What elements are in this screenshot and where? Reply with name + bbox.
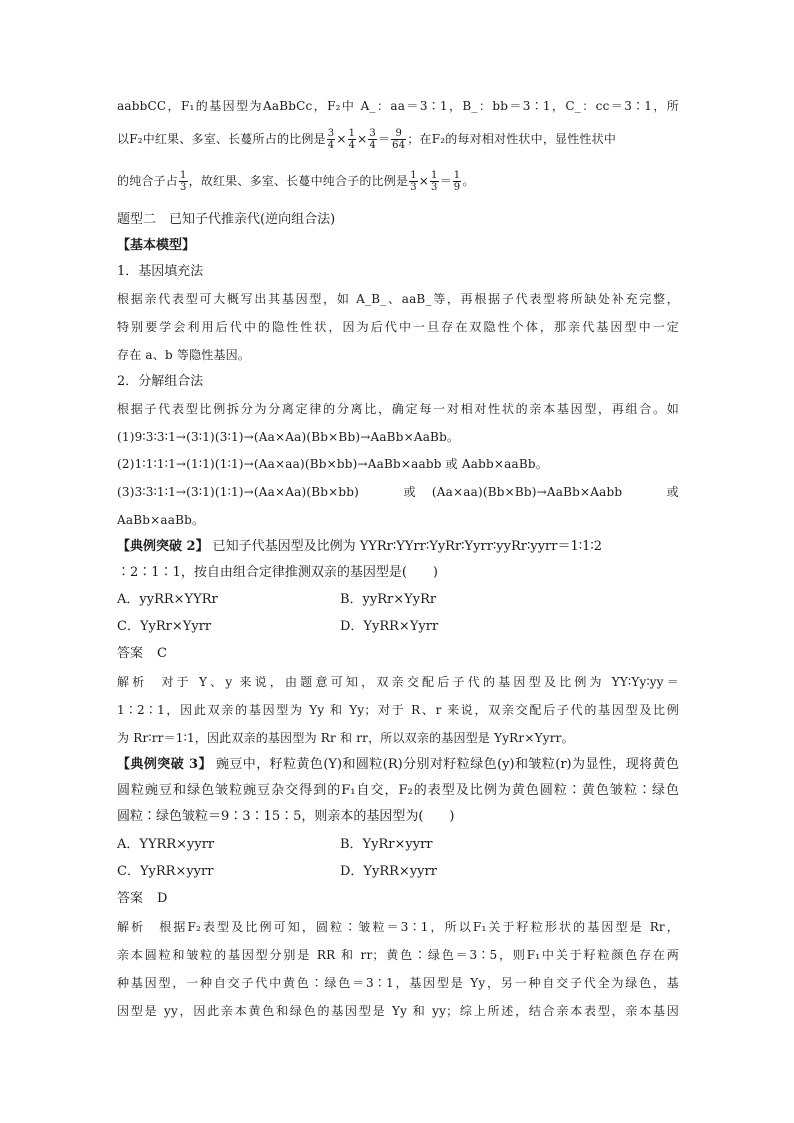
question-3-answer — [117, 889, 167, 909]
analysis-label: 解析 — [117, 920, 146, 934]
question-3-analysis-line-3: 种基因型，一种自交子代中黄色∶绿色＝3∶1，基因型是 Yy，另一种自交子代全为绿色，基 — [117, 976, 679, 990]
question-2-stem-text-1: 已知子代基因型及比例为 YYRr∶YYrr∶YyRr∶Yyrr∶yyRr∶yyrr＝1∶1∶2 — [212, 539, 603, 554]
intro-line-3-text-a: 的纯合子占 — [117, 174, 179, 188]
section-title: 题型二 已知子代推亲代(逆向组合法) — [117, 212, 336, 227]
fraction-1-3: $\frac{1}{3}$ — [180, 170, 187, 193]
question-3-stem-line-1 — [117, 755, 679, 775]
method-2-line-2: (1)9∶3∶3∶1→(3∶1)(3∶1)→(Aa×Aa)(Bb×Bb)→AaBb×AaBb。 — [117, 430, 460, 444]
intro-line-2-text-b: ；在F₂的每对相对性状中，显性性状中 — [407, 132, 617, 146]
basic-model-header: 【基本模型】 — [117, 238, 196, 253]
intro-line-2-text-a: 以F₂中红果、多室、长蔓所占的比例是 — [117, 132, 326, 146]
fraction-3-4-a: $\frac{3}{4}$ — [327, 128, 335, 151]
fraction-1-3-b: $\frac{1}{3}$ — [431, 170, 438, 193]
fraction-1-3-a: $\frac{1}{3}$ — [410, 170, 417, 193]
question-2-analysis-line-1 — [117, 672, 679, 692]
answer-value: D — [157, 891, 168, 906]
question-3-stem-line-3: 圆粒∶绿色皱粒＝9∶3∶15∶5，则亲本的基因型为( ) — [117, 809, 455, 824]
question-3-option-a: A．YYRR×yyrr — [117, 837, 215, 852]
answer-label: 答案 — [117, 891, 144, 906]
analysis-label: 解析 — [117, 675, 148, 689]
question-2-tag: 【典例突破 2】 — [117, 539, 209, 554]
question-2-analysis-line-2: 1∶2∶1，因此双亲的基因型为 Yy 和 Yy；对于 R、r 来说，双亲交配后子代的基因型及比例 — [117, 703, 679, 717]
question-3-option-b: B．YyRr×yyrr — [340, 837, 433, 852]
question-2-option-b: B．yyRr×YyRr — [340, 592, 437, 607]
method-1-title: 1．基因填充法 — [117, 264, 204, 279]
question-3-analysis-line-1 — [117, 917, 679, 937]
method-1-line-1: 根据亲代表型可大概写出其基因型，如 A_B_、aaB_等，再根据子代表型将所缺处补充完整， — [117, 292, 679, 306]
fraction-1-4: $\frac{1}{4}$ — [348, 128, 356, 151]
answer-value: C — [157, 646, 167, 661]
question-3-stem-line-2: 圆粒豌豆和绿色皱粒豌豆杂交得到的F₁自交，F₂的表型及比例为黄色圆粒∶黄色皱粒∶绿色 — [117, 783, 679, 798]
fraction-1-9: $\frac{1}{9}$ — [453, 170, 461, 193]
question-2-option-d: D．YyRR×Yyrr — [340, 619, 439, 634]
method-1-line-3: 存在 a、b 等隐性基因。 — [117, 348, 251, 362]
method-2-line-1: 根据子代表型比例拆分为分离定律的分离比，确定每一对相对性状的亲本基因型，再组合。如 — [117, 402, 679, 416]
answer-label: 答案 — [117, 646, 144, 661]
question-3-tag: 【典例突破 3】 — [117, 757, 212, 772]
question-3-option-d: D．YyRR×yyrr — [340, 864, 437, 879]
fraction-3-4-b: $\frac{3}{4}$ — [369, 128, 376, 151]
question-2-option-c: C．YyRr×Yyrr — [117, 619, 212, 634]
intro-line-1: aabbCC，F₁的基因型为AaBbCc，F₂中 A_：aa＝3∶1，B_：bb＝3∶1，C_：cc＝3∶1，所 — [117, 99, 679, 113]
intro-line-3: 的纯合子占 $\frac{1}{3}$ ，故红果、多室、长蔓中纯合子的比例是 $\frac{1}{3}$ × $\frac{1}{3}$ ＝ $\frac{1}{9}$ 。 — [117, 170, 475, 193]
question-3-analysis-line-2: 亲本圆粒和皱粒的基因型分别是 RR 和 rr；黄色∶绿色＝3∶5，则F₁中关于籽粒颜色存在两 — [117, 948, 679, 962]
method-2-title: 2．分解组合法 — [117, 374, 204, 389]
question-3-stem-text-1: 豌豆中，籽粒黄色(Y)和圆粒(R)分别对籽粒绿色(y)和皱粒(r)为显性，现将黄色 — [215, 757, 679, 772]
analysis-text: 根据F₂表型及比例可知，圆粒∶皱粒＝3∶1，所以F₁关于籽粒形状的基因型是 Rr， — [159, 920, 679, 934]
question-2-stem-line-2: ∶2∶1∶1，按自由组合定律推测双亲的基因型是( ) — [117, 565, 438, 580]
intro-line-2: 以F₂中红果、多室、长蔓所占的比例是 $\frac{3}{4}$ × $\frac{1}{4}$ × $\frac{3}{4}$ ＝ $\frac{9}{64}$ ；在F₂的每对相对性状中，显性性状中 — [117, 128, 617, 151]
question-2-analysis-line-3: 为 Rr∶rr＝1∶1，因此双亲的基因型为 Rr 和 rr，所以双亲的基因型是 YyRr×Yyrr。 — [117, 731, 574, 745]
question-2-stem-line-1 — [117, 537, 602, 557]
method-2-line-5: AaBb×aaBb。 — [117, 513, 205, 527]
question-3-option-c: C．YyRR×yyrr — [117, 864, 214, 879]
analysis-text: 对于 Y、y 来说，由题意可知，双亲交配后子代的基因型及比例为 YY∶Yy∶yy＝ — [161, 675, 679, 689]
question-3-analysis-line-4: 因型是 yy，因此亲本黄色和绿色的基因型是 Yy 和 yy；综上所述，结合亲本表型，亲本基因 — [117, 1004, 679, 1018]
method-2-line-3: (2)1∶1∶1∶1→(1∶1)(1∶1)→(Aa×aa)(Bb×bb)→AaBb×aabb 或 Aabb×aaBb。 — [117, 457, 548, 471]
fraction-9-64: $\frac{9}{64}$ — [392, 128, 406, 151]
method-1-line-2: 特别要学会利用后代中的隐性性状，因为后代中一旦存在双隐性个体，那亲代基因型中一定 — [117, 320, 679, 334]
question-2-answer — [117, 644, 167, 664]
question-2-option-a: A．yyRR×YYRr — [117, 592, 218, 607]
method-2-line-4: (3)3∶3∶1∶1→(3∶1)(1∶1)→(Aa×Aa)(Bb×bb) 或(Aa×aa)(Bb×Bb)→AaBb×Aabb 或 — [117, 485, 679, 499]
intro-line-3-text-b: ，故红果、多室、长蔓中纯合子的比例是 — [188, 174, 409, 188]
